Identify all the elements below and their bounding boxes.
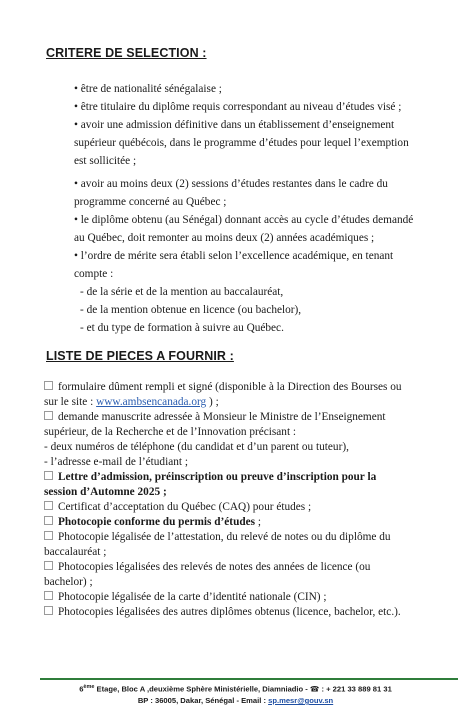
piece-text: ; <box>255 516 262 528</box>
criteria-line: compte : <box>74 268 114 280</box>
piece-item <box>44 379 402 395</box>
criteria-line: supérieur québécois, dans le programme d’études pour lequel l’exemption <box>74 137 409 149</box>
piece-text: demande manuscrite adressée à Monsieur le Ministre de l’Enseignement <box>58 411 386 423</box>
piece-item-continued <box>44 394 219 410</box>
piece-item <box>44 499 311 515</box>
footer-email-link[interactable]: sp.mesr@gouv.sn <box>268 696 334 705</box>
criteria-line: programme concerné au Québec ; <box>74 196 227 208</box>
checkbox-icon <box>44 381 53 390</box>
footer-contact <box>0 696 471 705</box>
checkbox-icon <box>44 606 53 615</box>
criteria-line: • l’ordre de mérite sera établi selon l’excellence académique, en tenant <box>74 250 394 262</box>
checkbox-icon <box>44 561 53 570</box>
piece-text: Photocopie légalisée de l’attestation, du relevé de notes ou du diplôme du <box>58 531 391 543</box>
piece-item <box>44 559 370 575</box>
criteria-sub-item: - de la mention obtenue en licence (ou bachelor), <box>80 304 302 316</box>
piece-item <box>44 409 386 425</box>
footer-address-text: Etage, Bloc A ,deuxième Sphère Ministérielle, Diamniadio - ☎ : + 221 33 889 81 31 <box>94 684 392 694</box>
criteria-line: • être de nationalité sénégalaise ; <box>74 83 222 95</box>
piece-item <box>44 589 327 605</box>
piece-item <box>44 514 261 530</box>
checkbox-icon <box>44 501 53 510</box>
piece-text: formulaire dûment rempli et signé (disponible à la Direction des Bourses ou <box>58 381 402 393</box>
piece-item-continued: - l’adresse e-mail de l’étudiant ; <box>44 456 188 468</box>
piece-text: Lettre d’admission, préinscription ou preuve d’inscription pour la <box>58 471 377 483</box>
footer-contact-text: BP : 36005, Dakar, Sénégal - Email : <box>137 696 269 705</box>
criteria-heading: CRITERE DE SELECTION : <box>46 46 207 60</box>
piece-item-continued: session d’Automne 2025 ; <box>44 486 167 498</box>
criteria-line: • être titulaire du diplôme requis correspondant au niveau d’études visé ; <box>74 101 402 113</box>
piece-text: Photocopies légalisées des autres diplômes obtenus (licence, bachelor, etc.). <box>58 606 401 618</box>
footer-floor-suffix: ème <box>83 684 95 690</box>
checkbox-icon <box>44 516 53 525</box>
piece-item-continued: supérieur, de la Recherche et de l’Innovation précisant : <box>44 426 297 438</box>
footer-divider <box>40 678 458 680</box>
criteria-line: • avoir une admission définitive dans un établissement d’enseignement <box>74 119 395 131</box>
piece-item-continued: bachelor) ; <box>44 576 93 588</box>
piece-text: sur le site : <box>44 396 97 408</box>
criteria-line: est sollicitée ; <box>74 155 137 167</box>
website-link[interactable]: www.ambsencanada.org <box>96 396 207 408</box>
piece-item <box>44 529 391 545</box>
checkbox-icon <box>44 591 53 600</box>
criteria-line: au Québec, doit remonter au moins deux (2) années académiques ; <box>74 232 375 244</box>
piece-text: Certificat d’acceptation du Québec (CAQ) pour études ; <box>58 501 312 513</box>
piece-text: Photocopie conforme du permis d’études <box>58 516 256 528</box>
checkbox-icon <box>44 471 53 480</box>
piece-item-continued: baccalauréat ; <box>44 546 107 558</box>
criteria-sub-item: - de la série et de la mention au baccalauréat, <box>80 286 284 298</box>
piece-text: ) ; <box>206 396 219 408</box>
checkbox-icon <box>44 531 53 540</box>
piece-text: Photocopies légalisées des relevés de notes des années de licence (ou <box>58 561 371 573</box>
criteria-line: • le diplôme obtenu (au Sénégal) donnant accès au cycle d’études demandé <box>74 214 414 226</box>
piece-item <box>44 469 376 485</box>
piece-item-continued: - deux numéros de téléphone (du candidat et d’un parent ou tuteur), <box>44 441 349 453</box>
checkbox-icon <box>44 411 53 420</box>
pieces-heading: LISTE DE PIECES A FOURNIR : <box>46 349 234 363</box>
criteria-line: • avoir au moins deux (2) sessions d’études restantes dans le cadre du <box>74 178 388 190</box>
criteria-sub-item: - et du type de formation à suivre au Québec. <box>80 322 284 334</box>
piece-item <box>44 604 401 620</box>
footer-address <box>0 684 471 694</box>
footer-floor-number: 6 <box>79 684 84 694</box>
piece-text: Photocopie légalisée de la carte d’identité nationale (CIN) ; <box>58 591 327 603</box>
